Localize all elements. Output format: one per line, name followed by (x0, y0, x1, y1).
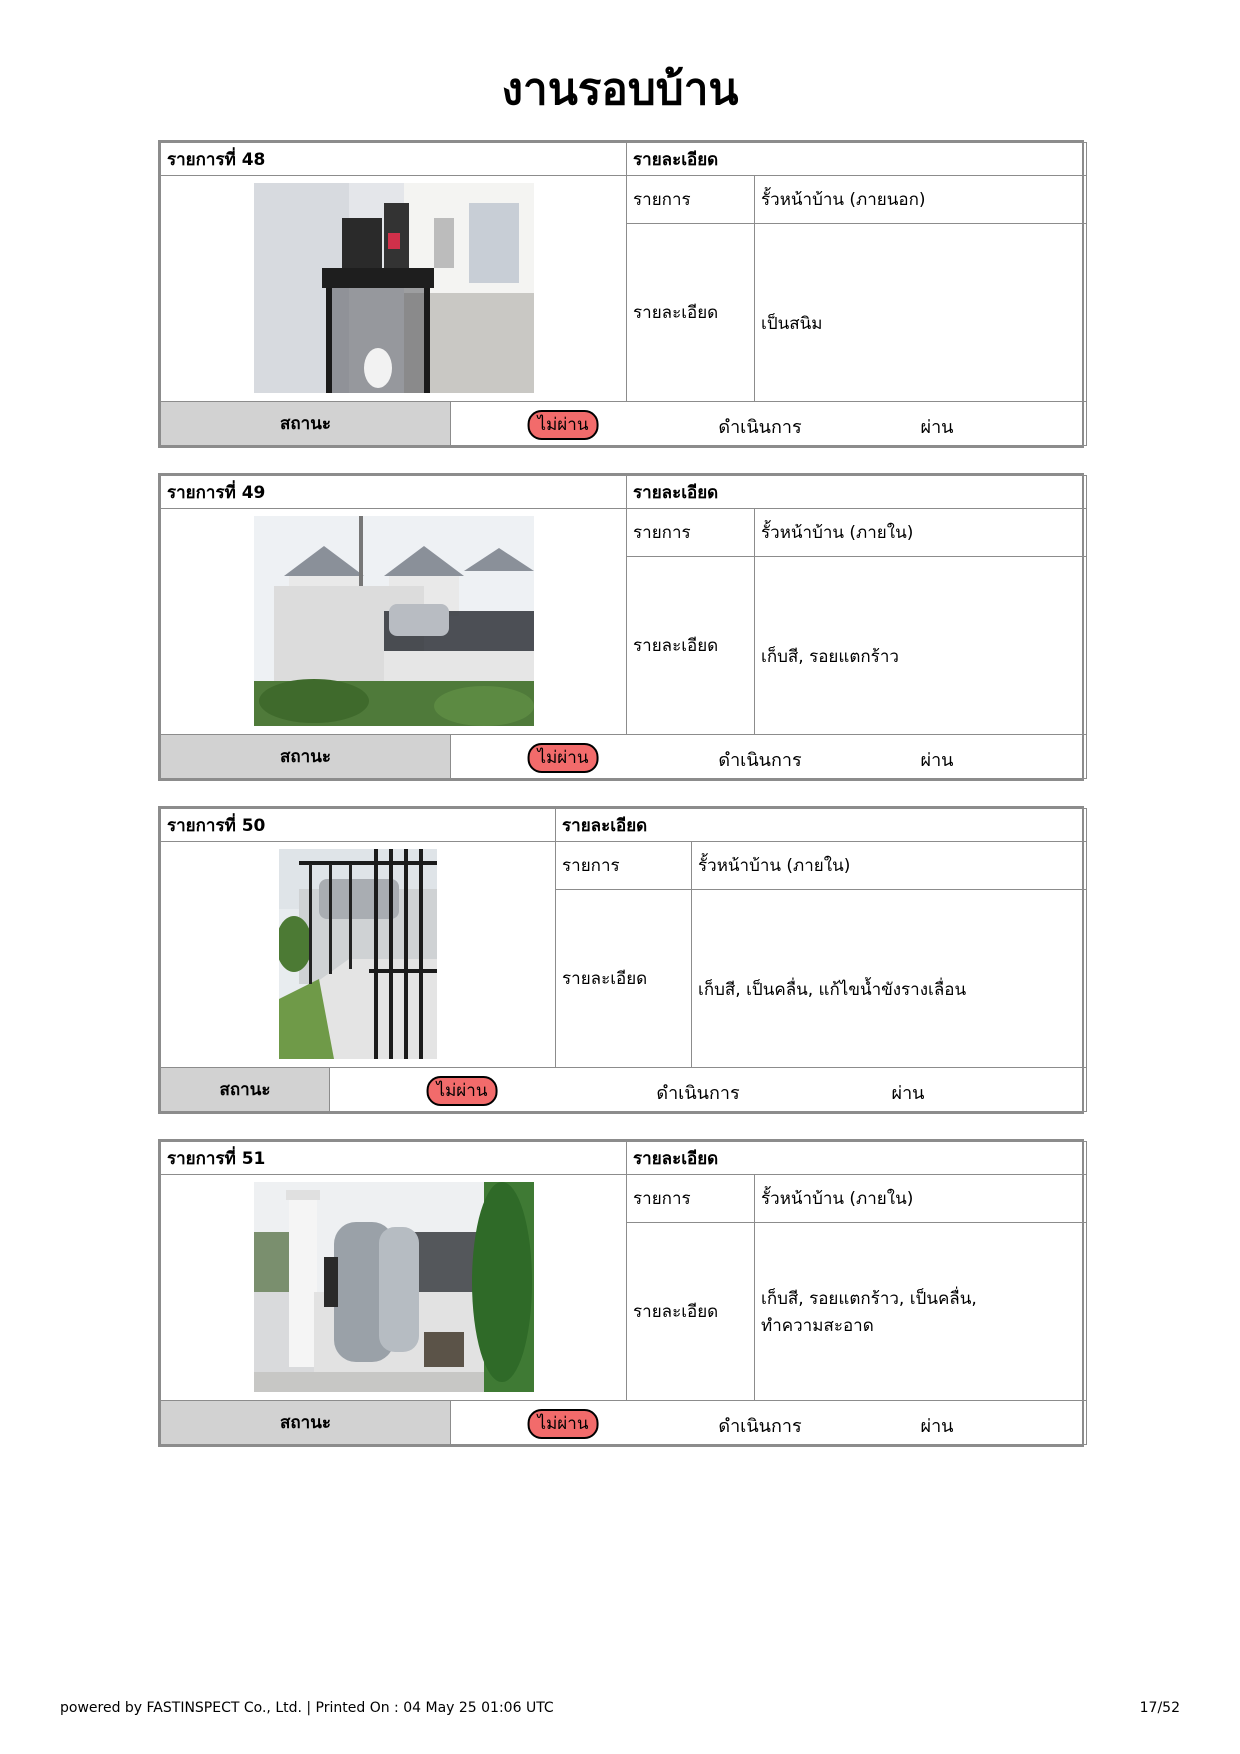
status-pass[interactable]: ผ่าน (891, 1083, 925, 1105)
status-label: สถานะ (161, 734, 451, 778)
inspection-card-50 (158, 806, 1084, 1114)
inspection-card-51 (158, 1139, 1084, 1447)
fence-gate-photo[interactable] (279, 849, 437, 1059)
status-pass[interactable]: ผ่าน (920, 1416, 954, 1438)
status-label: สถานะ (161, 1067, 330, 1111)
water-tank-photo[interactable] (254, 1182, 534, 1392)
detail-label: รายละเอียด (627, 557, 755, 735)
detail-value: เป็นสนิม (755, 224, 1087, 402)
fence-lamp-post-photo[interactable] (254, 183, 534, 393)
status-fail-badge[interactable]: ไม่ผ่าน (528, 410, 599, 440)
detail-header: รายละเอียด (556, 809, 1087, 842)
detail-header: รายละเอียด (627, 1142, 1087, 1175)
item-value: รั้วหน้าบ้าน (ภายนอก) (755, 176, 1087, 224)
status-in-progress[interactable]: ดำเนินการ (718, 417, 802, 439)
photo-cell (161, 1175, 627, 1401)
status-fail-badge[interactable]: ไม่ผ่าน (427, 1076, 498, 1106)
item-number: รายการที่ 48 (161, 143, 627, 176)
item-number: รายการที่ 49 (161, 476, 627, 509)
status-options (330, 1067, 1087, 1111)
status-pass[interactable]: ผ่าน (920, 417, 954, 439)
status-in-progress[interactable]: ดำเนินการ (656, 1083, 740, 1105)
status-options (451, 1400, 1087, 1444)
status-in-progress[interactable]: ดำเนินการ (718, 750, 802, 772)
detail-value: เก็บสี, เป็นคลื่น, แก้ไขน้ำขังรางเลื่อน (692, 890, 1087, 1068)
detail-header: รายละเอียด (627, 143, 1087, 176)
status-options (451, 734, 1087, 778)
status-label: สถานะ (161, 401, 451, 445)
page-title: งานรอบบ้าน (501, 64, 739, 115)
detail-value: เก็บสี, รอยแตกร้าว (755, 557, 1087, 735)
detail-value (755, 1223, 1087, 1401)
detail-label: รายละเอียด (627, 1223, 755, 1401)
status-fail-badge[interactable]: ไม่ผ่าน (528, 743, 599, 773)
status-fail-badge[interactable]: ไม่ผ่าน (528, 1409, 599, 1439)
item-number: รายการที่ 50 (161, 809, 556, 842)
item-value: รั้วหน้าบ้าน (ภายใน) (755, 509, 1087, 557)
detail-header: รายละเอียด (627, 476, 1087, 509)
item-label: รายการ (556, 842, 692, 890)
item-label: รายการ (627, 176, 755, 224)
item-value: รั้วหน้าบ้าน (ภายใน) (755, 1175, 1087, 1223)
item-label: รายการ (627, 1175, 755, 1223)
photo-cell (161, 842, 556, 1068)
detail-label: รายละเอียด (556, 890, 692, 1068)
footer-credit: powered by FASTINSPECT Co., Ltd. | Printed On : 04 May 25 01:06 UTC (60, 1700, 554, 1716)
page-number: 17/52 (1139, 1700, 1180, 1716)
photo-cell (161, 176, 627, 402)
item-number: รายการที่ 51 (161, 1142, 627, 1175)
status-options (451, 401, 1087, 445)
inspection-card-48 (158, 140, 1084, 448)
status-in-progress[interactable]: ดำเนินการ (718, 1416, 802, 1438)
detail-line: ทำความสะอาด (761, 1315, 874, 1336)
photo-cell (161, 509, 627, 735)
inspection-card-49 (158, 473, 1084, 781)
item-label: รายการ (627, 509, 755, 557)
detail-line: เก็บสี, รอยแตกร้าว, เป็นคลื่น, (761, 1288, 977, 1309)
fence-wall-photo[interactable] (254, 516, 534, 726)
status-pass[interactable]: ผ่าน (920, 750, 954, 772)
status-label: สถานะ (161, 1400, 451, 1444)
detail-label: รายละเอียด (627, 224, 755, 402)
item-value: รั้วหน้าบ้าน (ภายใน) (692, 842, 1087, 890)
